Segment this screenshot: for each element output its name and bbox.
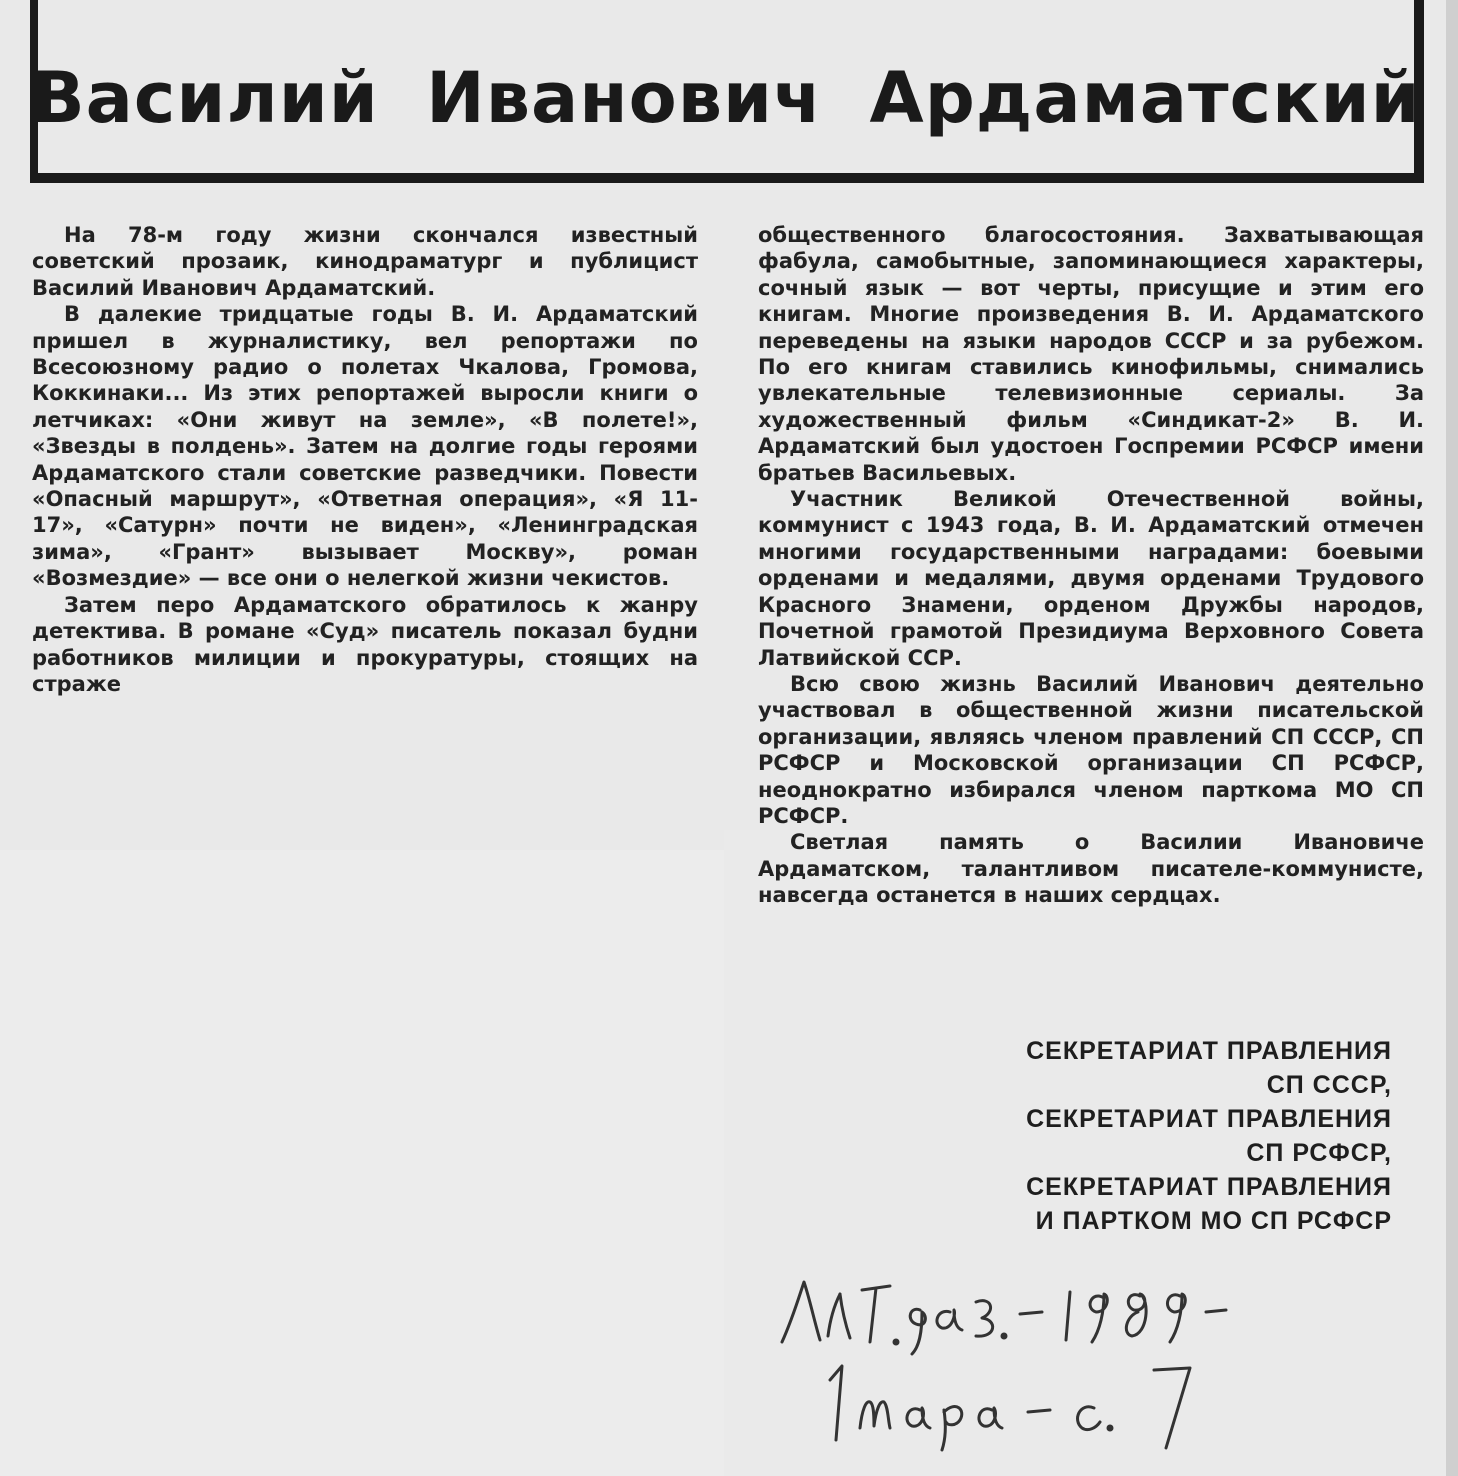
paper-edge <box>1446 0 1458 1476</box>
paragraph: Всю свою жизнь Василий Иванович деятельно участвовал в общественной жизни писательской организации, являясь членом правлений СП СССР, СП РСФСР и Московской организации СП РСФСР, неоднократно избирался членом парткома МО СП РСФСР. <box>758 671 1424 828</box>
signature-line: СП СССР, <box>1266 1071 1392 1099</box>
handwritten-note <box>770 1250 1330 1470</box>
paragraph: В далекие тридцатые годы В. И. Ардаматский пришел в журналистику, вел репортажи по Всесоюзному радио о полетах Чкалова, Громова, Коккинаки... Из этих репортажей выросли книги о летчиках: «Они живут на земле», «В полете!», «Звезды в полдень». Затем на долгие годы героями Ардаматского стали советские разведчики. Повести «Опасный маршрут», «Ответная операция», «Я 11-17», «Сатурн» почти не виден», «Ленинградская зима», «Грант» вызывает Москву», роман «Возмездие» — все они о нелегкой жизни чекистов. <box>32 302 698 591</box>
paragraph: Затем перо Ардаматского обратилось к жанру детектива. В романе «Суд» писатель показал будни работников милиции и прокуратуры, стоящих на страже <box>32 592 698 696</box>
signature-line: СП РСФСР, <box>1246 1139 1392 1167</box>
signature-block <box>880 1034 1392 1238</box>
paragraph: Светлая память о Василии Ивановиче Ардаматском, талантливом писателе-коммунисте, навсегда останется в наших сердцах. <box>758 830 1424 908</box>
paragraph: общественного благосостояния. Захватывающая фабула, самобытные, запоминающиеся характеры, сочный язык — вот черты, присущие и этим его книгам. Многие произведения В. И. Ардаматского переведены на языки народов СССР и за рубежом. По его книгам ставились кинофильмы, снимались увлекательные телевизионные сериалы. За художественный фильм «Синдикат-2» В. И. Ардаматский был удостоен Госпремии РСФСР имени братьев Васильевых. <box>758 223 1424 485</box>
signature-line: И ПАРТКОМ МО СП РСФСР <box>1035 1207 1392 1235</box>
clipping-blank-area <box>0 850 730 1476</box>
paragraph: Участник Великой Отечественной войны, коммунист с 1943 года, В. И. Ардаматский отмечен многими государственными наградами: боевыми орденами и медалями, двумя орденами Трудового Красного Знамени, орденом Дружбы народов, Почетной грамотой Президиума Верховного Совета Латвийской ССР. <box>758 487 1424 670</box>
signature-line: СЕКРЕТАРИАТ ПРАВЛЕНИЯ <box>1026 1105 1392 1133</box>
article-right-column <box>758 222 1424 909</box>
article-left-column <box>32 222 698 697</box>
signature-line: СЕКРЕТАРИАТ ПРАВЛЕНИЯ <box>1026 1037 1392 1065</box>
signature-line: СЕКРЕТАРИАТ ПРАВЛЕНИЯ <box>1026 1173 1392 1201</box>
paragraph: На 78-м году жизни скончался известный советский прозаик, кинодраматург и публицист Василий Иванович Ардаматский. <box>32 223 698 300</box>
page-title: Василий Иванович Ардаматский <box>31 57 1421 139</box>
